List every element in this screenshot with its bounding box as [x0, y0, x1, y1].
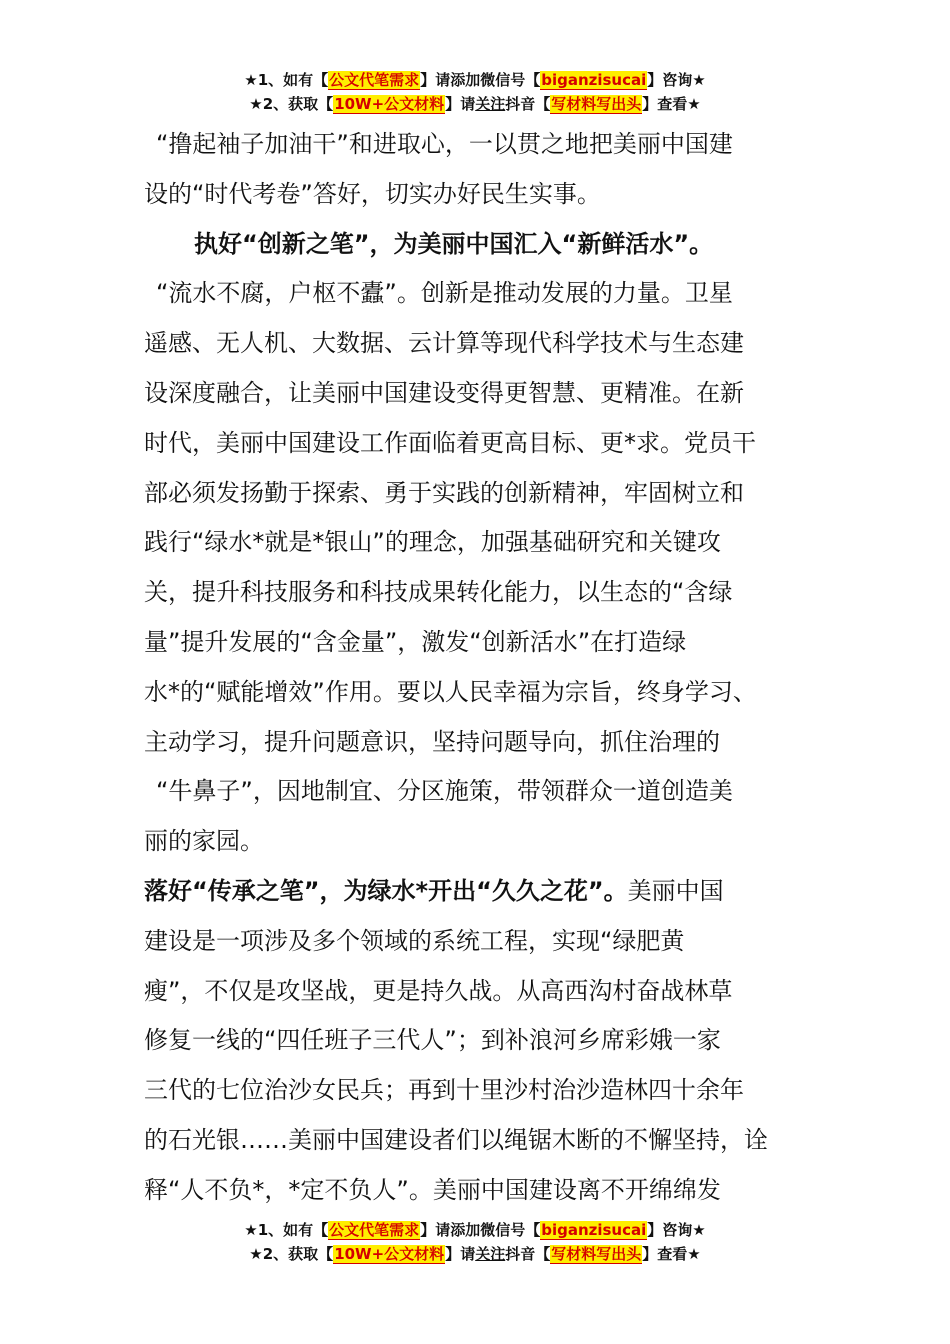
body-line: “牛鼻子”，因地制宜、分区施策，带领群众一道创造美 — [156, 777, 733, 806]
banner-text: 】请添加微信号【 — [420, 1221, 541, 1239]
banner-text: ★2、获取【 — [249, 1245, 334, 1263]
body-line: 瘦”，不仅是攻坚战，更是持久战。从高西沟村奋战林草 — [144, 976, 733, 1005]
banner-text: 抖音【 — [505, 1245, 551, 1263]
body-text: 美丽中国 — [627, 876, 724, 905]
bottom-banner — [0, 1218, 950, 1266]
body-line: 设的“时代考卷”答好，切实办好民生实事。 — [144, 179, 601, 208]
wechat-id-highlight: biganzisucai — [541, 71, 647, 89]
body-line: 丽的家园。 — [144, 827, 264, 856]
banner-text: 】咨询★ — [647, 1221, 706, 1239]
banner-text: 】请 — [445, 1245, 476, 1263]
body-line: 量”提升发展的“含金量”，激发“创新活水”在打造绿 — [144, 627, 687, 656]
body-line: 设深度融合，让美丽中国建设变得更智慧、更精准。在新 — [144, 378, 744, 407]
section-heading-line — [144, 867, 834, 917]
wechat-id-highlight: biganzisucai — [541, 1221, 647, 1239]
banner-text: ★1、如有【 — [244, 71, 329, 89]
body-line: 关，提升科技服务和科技成果转化能力，以生态的“含绿 — [144, 578, 733, 607]
banner-line-1 — [0, 68, 950, 92]
banner-highlight: 10W+公文材料 — [334, 95, 445, 113]
body-line: “流水不腐，户枢不蠹”。创新是推动发展的力量。卫星 — [156, 279, 733, 308]
banner-text: 】查看★ — [642, 1245, 701, 1263]
body-line: 修复一线的“四任班子三代人”；到补浪河乡席彩娥一家 — [144, 1026, 721, 1055]
banner-line-2 — [0, 92, 950, 116]
banner-highlight: 10W+公文材料 — [334, 1245, 445, 1263]
body-line: 建设是一项涉及多个领域的系统工程，实现“绿肥黄 — [144, 926, 685, 955]
banner-line-1 — [0, 1218, 950, 1242]
banner-text: ★2、获取【 — [249, 95, 334, 113]
body-line: 主动学习，提升问题意识，坚持问题导向，抓住治理的 — [144, 727, 720, 756]
body-line: 水*的“赋能增效”作用。要以人民幸福为宗旨，终身学习、 — [144, 677, 757, 706]
document-body — [144, 120, 834, 1216]
douyin-id-highlight: 写材料写出头 — [551, 95, 642, 113]
top-banner — [0, 68, 950, 116]
banner-highlight: 公文代笔需求 — [329, 1221, 420, 1239]
body-line: 遥感、无人机、大数据、云计算等现代科学技术与生态建 — [144, 329, 744, 358]
banner-underlined: 关注 — [475, 95, 506, 113]
body-line: 释“人不负*，*定不负人”。美丽中国建设离不开绵绵发 — [144, 1175, 721, 1204]
banner-highlight: 公文代笔需求 — [329, 71, 420, 89]
section-heading: 落好“传承之笔”，为绿水*开出“久久之花”。 — [144, 876, 628, 905]
banner-text: 】请 — [445, 95, 476, 113]
body-line: 时代，美丽中国建设工作面临着更高目标、更*求。党员干 — [144, 428, 756, 457]
section-heading: 执好“创新之笔”，为美丽中国汇入“新鲜活水”。 — [194, 229, 714, 258]
body-line: 三代的七位治沙女民兵；再到十里沙村治沙造林四十余年 — [144, 1076, 744, 1105]
banner-text: 抖音【 — [505, 95, 551, 113]
body-line: 部必须发扬勤于探索、勇于实践的创新精神，牢固树立和 — [144, 478, 744, 507]
banner-text: 】咨询★ — [647, 71, 706, 89]
body-line: “撸起袖子加油干”和进取心，一以贯之地把美丽中国建 — [156, 130, 733, 158]
banner-text: ★1、如有【 — [244, 1221, 329, 1239]
body-line: 的石光银……美丽中国建设者们以绳锯木断的不懈坚持，诠 — [144, 1125, 768, 1154]
banner-text: 】请添加微信号【 — [420, 71, 541, 89]
douyin-id-highlight: 写材料写出头 — [551, 1245, 642, 1263]
banner-underlined: 关注 — [475, 1245, 506, 1263]
banner-text: 】查看★ — [642, 95, 701, 113]
banner-line-2 — [0, 1242, 950, 1266]
body-line: 践行“绿水*就是*银山”的理念，加强基础研究和关键攻 — [144, 528, 721, 557]
